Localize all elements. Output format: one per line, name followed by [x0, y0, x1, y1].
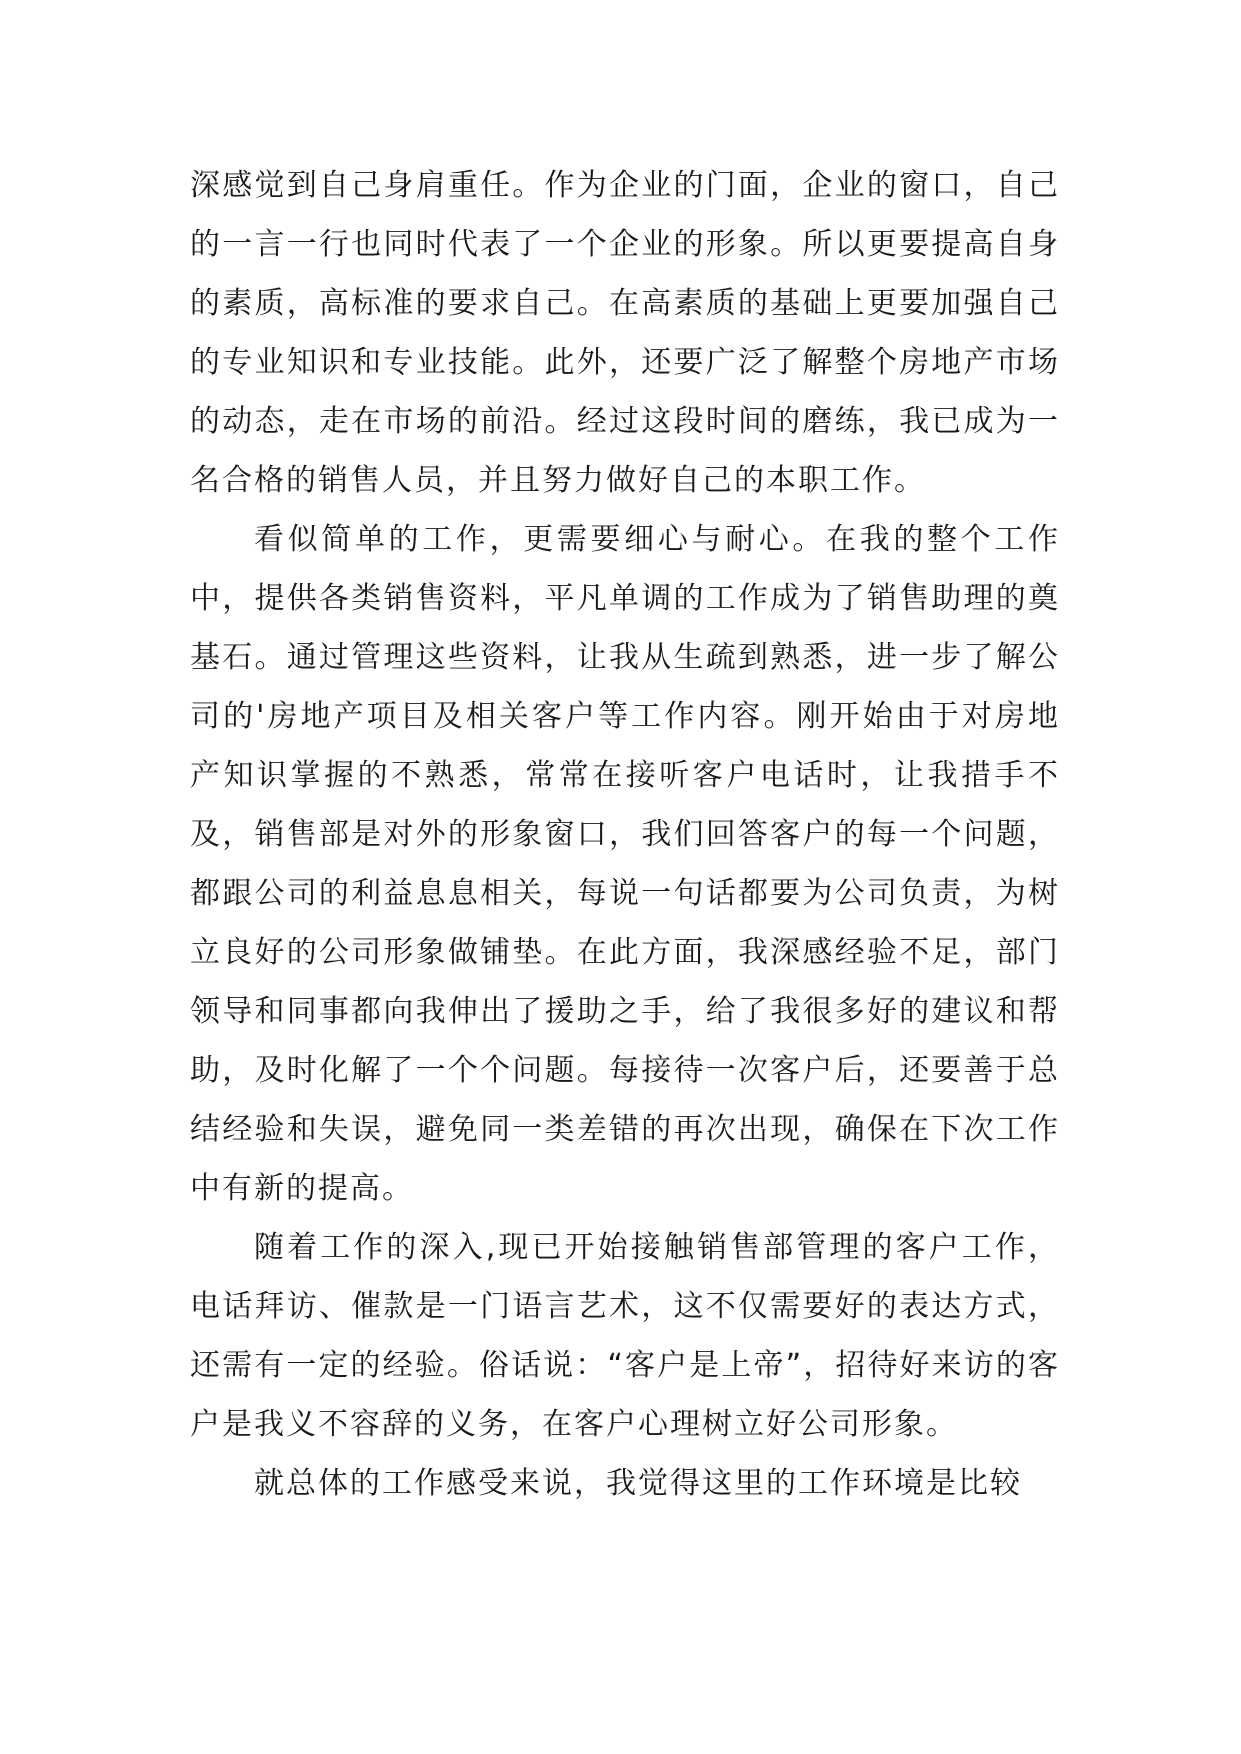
paragraph-2: 看似简单的工作，更需要细心与耐心。在我的整个工作中，提供各类销售资料，平凡单调的工作成为了销售助理的奠基石。通过管理这些资料，让我从生疏到熟悉，进一步了解公司的'房地产项目及相关客户等工作内容。刚开始由于对房地产知识掌握的不熟悉，常常在接听客户电话时，让我措手不及，销售部是对外的形象窗口，我们回答客户的每一个问题，都跟公司的利益息息相关，每说一句话都要为公司负责，为树立良好的公司形象做铺垫。在此方面，我深感经验不足，部门领导和同事都向我伸出了援助之手，给了我很多好的建议和帮助，及时化解了一个个问题。每接待一次客户后，还要善于总结经验和失误，避免同一类差错的再次出现，确保在下次工作中有新的提高。: [190, 522, 1060, 1206]
paragraph-3: 随着工作的深入,现已开始接触销售部管理的客户工作，电话拜访、催款是一门语言艺术，这不仅需要好的表达方式，还需有一定的经验。俗话说：“客户是上帝”，招待好来访的客户是我义不容辞的义务，在客户心理树立好公司形象。: [190, 1230, 1060, 1442]
document-body: [190, 156, 1060, 1513]
paragraph-1: 深感觉到自己身肩重任。作为企业的门面，企业的窗口，自己的一言一行也同时代表了一个企业的形象。所以更要提高自身的素质，高标准的要求自己。在高素质的基础上更要加强自己的专业知识和专业技能。此外，还要广泛了解整个房地产市场的动态，走在市场的前沿。经过这段时间的磨练，我已成为一名合格的销售人员，并且努力做好自己的本职工作。: [190, 168, 1060, 498]
paragraph-4: 就总体的工作感受来说，我觉得这里的工作环境是比较: [254, 1466, 1022, 1501]
